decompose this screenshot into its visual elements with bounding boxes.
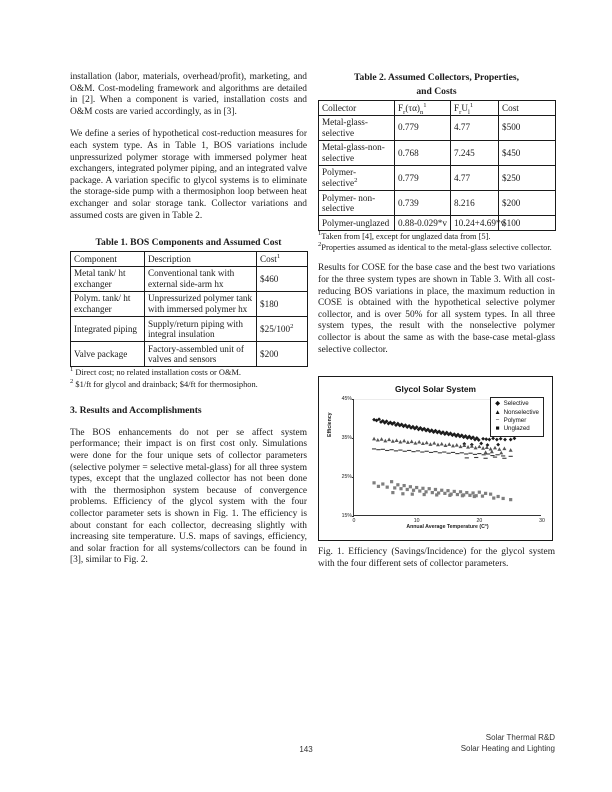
- table2-cell-frul: 7.245: [451, 140, 499, 165]
- table2-cell-collector: Metal-glass-selective: [319, 115, 395, 140]
- table2-cell-ftau: 0.779: [395, 115, 451, 140]
- table-row: [319, 115, 556, 140]
- table1-header-cost: [257, 252, 308, 267]
- table1-caption: Table 1. BOS Components and Assumed Cost: [95, 237, 282, 249]
- table2-footnote-1: [318, 232, 555, 242]
- table2-footnote-1-text: Taken from [4], except for unglazed data from [5].: [321, 231, 491, 241]
- table2-cell-frul: 8.216: [451, 191, 499, 216]
- dash-marker-icon: −: [495, 416, 500, 424]
- page-number: 143: [299, 745, 313, 754]
- footer-block: [70, 732, 555, 754]
- table2-cell-collector: Polymer- non-selective: [319, 191, 395, 216]
- section-heading-results: 3. Results and Accomplishments: [70, 404, 202, 416]
- table-row: [319, 140, 556, 165]
- table2-cell-cost: $200: [499, 191, 556, 216]
- ftau-sub-r: r: [403, 108, 406, 116]
- chart-y-tick: 35%: [341, 435, 352, 442]
- right-column: [318, 72, 555, 570]
- frul-sub-l: l: [467, 108, 470, 116]
- table2-cell-collector: Metal-glass-non-selective: [319, 140, 395, 165]
- table1-cell-description: Unpressurized polymer tank with immersed polymer hx: [145, 291, 257, 316]
- ftau-f: F: [398, 102, 404, 113]
- table2-cell-cost: $450: [499, 140, 556, 165]
- table2-header-frul: [451, 101, 499, 116]
- table2-cell-ftau: 0.768: [395, 140, 451, 165]
- table1-cell-component: Valve package: [71, 342, 145, 367]
- table1-cell-description: Conventional tank with external side-arm hx: [145, 266, 257, 291]
- triangle-marker-icon: ▲: [494, 408, 501, 416]
- legend-item-polymer: [494, 417, 539, 425]
- table1-bos-components: [70, 251, 308, 367]
- table2-footnote-2: [318, 243, 555, 253]
- diamond-marker-icon: ◆: [495, 400, 501, 408]
- table-row: [319, 216, 556, 231]
- table2-header-collector: Collector: [319, 101, 395, 116]
- table2-cell-collector: [319, 165, 395, 190]
- paragraph-cose-results: Results for COSE for the base case and the best two variations for the three system types are shown in Table 3. With all cost-reducing BOS variations in place, the maximum reduction in COSE is obtained with the hypothetical selective polymer collector, and is over 50% for all system types. In all three system types, the result with the nonselective polymer collector is about the same as with the base-case metal-glass selective collector.: [318, 263, 555, 355]
- chart-y-tick: 45%: [341, 396, 352, 403]
- table2-cell-ftau: 0.88-0.029*v: [395, 216, 451, 231]
- table1-cell-cost: [257, 317, 308, 342]
- legend-label-unglazed: Unglazed: [503, 425, 530, 433]
- legend-item-selective: [494, 400, 539, 408]
- ftau-footnote-marker: 1: [423, 101, 427, 109]
- footer-line-1: Solar Thermal R&D: [485, 733, 555, 742]
- table2-cell-frul: 4.77: [451, 115, 499, 140]
- table1-cell-cost: $180: [257, 291, 308, 316]
- table2-footnote-1-marker: 1: [318, 230, 322, 238]
- table-row: [71, 291, 308, 316]
- legend-item-nonselective: [494, 409, 539, 417]
- table2-cell-frul: 4.77: [451, 165, 499, 190]
- chart-title: Glycol Solar System: [395, 384, 476, 395]
- table1-header-cost-footnote-marker: 1: [276, 252, 281, 260]
- table2-footnote-2-text: Properties assumed as identical to the metal-glass selective collector.: [321, 243, 552, 253]
- chart-x-tick: 20: [476, 517, 483, 524]
- table2-cell-collector: Polymer-unglazed: [319, 216, 395, 231]
- table2-cell-cost: $250: [499, 165, 556, 190]
- legend-item-unglazed: [494, 425, 539, 433]
- table1-footnote-2-text: $1/ft for glycol and drainback; $4/ft for thermosiphon.: [75, 379, 258, 389]
- table1-cell-cost: $200: [257, 342, 308, 367]
- chart-y-axis-label: Efficiency: [327, 412, 333, 438]
- table1-cell-cost-footnote-marker: 2: [290, 322, 294, 330]
- ftau-tau-alpha: (τα): [405, 102, 420, 113]
- chart-x-axis-label: Annual Average Temperature (C°): [406, 524, 489, 531]
- table2-footnote-2-marker: 2: [318, 241, 322, 249]
- table1-header-row: [71, 252, 308, 267]
- legend-label-polymer: Polymer: [503, 416, 527, 424]
- table1-cell-cost: $460: [257, 266, 308, 291]
- figure-1-caption: Fig. 1. Efficiency (Savings/Incidence) for the glycol system with the four different sets of collector parameters.: [318, 547, 555, 569]
- table-row: [71, 342, 308, 367]
- table-row: [71, 317, 308, 342]
- legend-label-nonselective: Nonselective: [503, 408, 539, 416]
- chart-y-tick: 25%: [341, 474, 352, 481]
- table1-cell-component: Metal tank/ ht exchanger: [71, 266, 145, 291]
- table-row: [319, 165, 556, 190]
- table2-assumed-collectors: [318, 100, 556, 231]
- frul-f: F: [454, 102, 460, 113]
- chart-x-tick: 0: [352, 517, 356, 524]
- frul-u: U: [461, 102, 468, 113]
- footer-line-2: Solar Heating and Lighting: [460, 744, 555, 753]
- table2-caption-line2: and Costs: [416, 86, 457, 97]
- table1-footnote-1-marker: 1: [70, 366, 74, 374]
- table2-cell-ftau: 0.739: [395, 191, 451, 216]
- ftau-sub-n: n: [419, 108, 424, 116]
- legend-label-selective: Selective: [503, 400, 529, 408]
- table2-cell-ftau: 0.779: [395, 165, 451, 190]
- paragraph-bos-enhancements: The BOS enhancements do not per se affect system performance; their impact is on first cost only. Simulations were done for the four unique sets of collector parameters (selective polymer = selective metal-glass) for all three system types, except that the unglazed collector has not been done with the thermosiphon system because of convergence problems. Efficiency of the glycol system with the four collector parameter sets is shown in Fig. 1. The efficiency is about constant for each collector, decreasing slightly with increasing site temperature. U.S. maps of savings, efficiency, and solar fraction for all systems/collectors can be found in [3], similar to Fig. 2.: [70, 427, 307, 566]
- table1-cell-description: Supply/return piping with integral insulation: [145, 317, 257, 342]
- table2-cell-frul: 10.24+4.69*v: [451, 216, 499, 231]
- table-row: [319, 191, 556, 216]
- frul-sub-r: r: [459, 108, 462, 116]
- frul-footnote-marker: 1: [469, 101, 474, 109]
- paragraph-installation: installation (labor, materials, overhead/profit), marketing, and O&M. Cost-modeling framework and algorithms are detailed in [2]. When a component is varied, installation costs and O&M costs are varied accordingly, as in [3].: [70, 72, 307, 117]
- square-marker-icon: ■: [495, 425, 500, 433]
- table2-cell-collector-label: Polymer-selective: [322, 167, 357, 189]
- table1-cell-component: Polym. tank/ ht exchanger: [71, 291, 145, 316]
- table1-footnote-1: [70, 368, 307, 378]
- table1-header-component: Component: [71, 252, 145, 267]
- table1-cell-description: Factory-assembled unit of valves and sensors: [145, 342, 257, 367]
- table2-caption-line1: Table 2. Assumed Collectors, Properties,: [354, 72, 519, 83]
- table-row: [71, 266, 308, 291]
- table1-footnote-2-marker: 2: [70, 377, 74, 385]
- table1-footnote-2: [70, 377, 307, 390]
- figure-1: [318, 376, 553, 541]
- paragraph-cost-reduction-measures: We define a series of hypothetical cost-reduction measures for each system type. As in Table 1, BOS variations include unpressurized polymer storage with immersed polymer heat exchangers, integrated polymer piping, and an integrated valve package. A variation specific to glycol systems is to eliminate the storage-side pump with a thermosiphon loop between heat exchanger and solar storage tank. Collector variations and assumed costs are given in Table 2.: [70, 129, 307, 221]
- chart-x-tick: 10: [413, 517, 420, 524]
- table2-header-row: [319, 101, 556, 116]
- table2-header-ftau: [395, 101, 451, 116]
- table1-footnote-1-text: Direct cost; no related installation costs or O&M.: [75, 368, 241, 378]
- left-column: [70, 72, 307, 578]
- table1-header-cost-label: Cost: [260, 253, 277, 264]
- table2-cell-cost: $500: [499, 115, 556, 140]
- chart-x-tick: 30: [539, 517, 545, 524]
- chart-legend: [490, 397, 544, 437]
- table1-cell-cost-value: $25/100: [260, 323, 291, 334]
- table1-header-description: Description: [145, 252, 257, 267]
- table2-cell-collector-footnote-marker: 2: [354, 177, 358, 184]
- table2-cell-cost: $100: [499, 216, 556, 231]
- chart-y-tick: 15%: [341, 513, 352, 520]
- table2-header-cost: Cost: [499, 101, 556, 116]
- table1-cell-component: Integrated piping: [71, 317, 145, 342]
